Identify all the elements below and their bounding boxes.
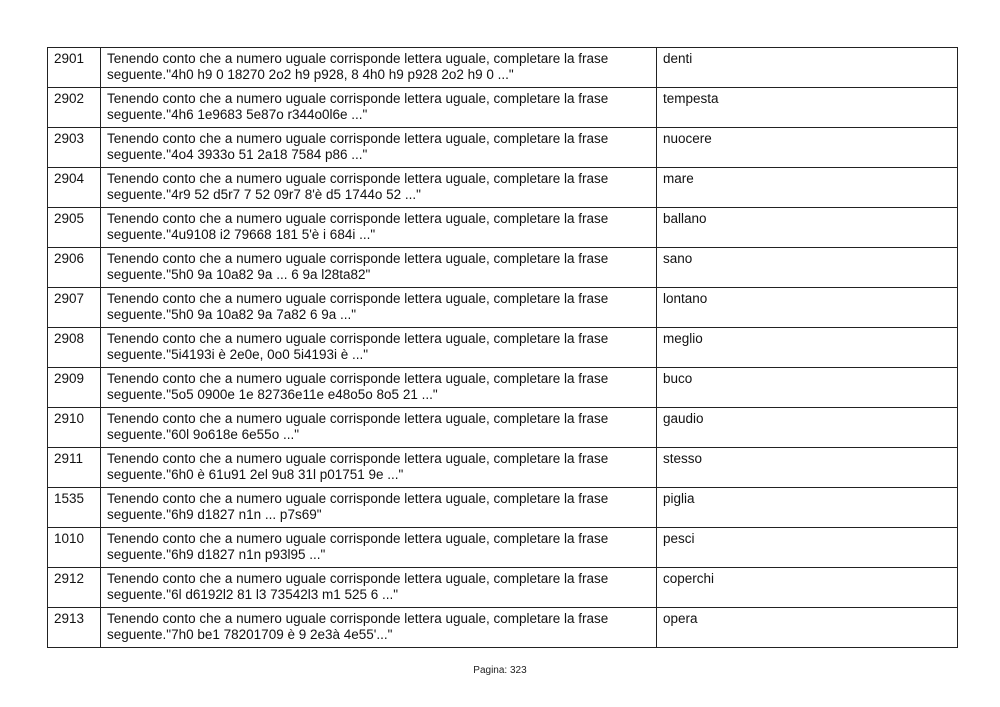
question-text	[101, 448, 657, 488]
question-text	[101, 488, 657, 528]
question-line-1: Tenendo conto che a numero uguale corrisponde lettera uguale, completare la frase	[107, 131, 609, 146]
question-line-1: Tenendo conto che a numero uguale corrisponde lettera uguale, completare la frase	[107, 211, 609, 226]
table-row	[48, 528, 958, 568]
question-text	[101, 248, 657, 288]
page-number: Pagina: 323	[473, 665, 527, 676]
question-line-1: Tenendo conto che a numero uguale corrisponde lettera uguale, completare la frase	[107, 411, 609, 426]
answer-text: denti	[657, 48, 958, 88]
question-line-2: seguente."4o4 3933o 51 2a18 7584 p86 ..."	[107, 147, 368, 162]
question-number: 2909	[48, 368, 101, 408]
question-line-1: Tenendo conto che a numero uguale corrisponde lettera uguale, completare la frase	[107, 571, 609, 586]
answer-text: sano	[657, 248, 958, 288]
question-number: 2904	[48, 168, 101, 208]
question-line-1: Tenendo conto che a numero uguale corrisponde lettera uguale, completare la frase	[107, 51, 609, 66]
question-line-2: seguente."4u9108 i2 79668 181 5'è i 684i ..."	[107, 227, 376, 242]
question-line-1: Tenendo conto che a numero uguale corrisponde lettera uguale, completare la frase	[107, 291, 609, 306]
answer-text: meglio	[657, 328, 958, 368]
question-number: 1535	[48, 488, 101, 528]
question-number: 2903	[48, 128, 101, 168]
table-row	[48, 128, 958, 168]
question-text	[101, 328, 657, 368]
question-text	[101, 168, 657, 208]
question-text	[101, 368, 657, 408]
answer-text: lontano	[657, 288, 958, 328]
answer-text: nuocere	[657, 128, 958, 168]
question-number: 2911	[48, 448, 101, 488]
question-line-1: Tenendo conto che a numero uguale corrisponde lettera uguale, completare la frase	[107, 611, 609, 626]
question-line-1: Tenendo conto che a numero uguale corrisponde lettera uguale, completare la frase	[107, 91, 609, 106]
question-line-1: Tenendo conto che a numero uguale corrisponde lettera uguale, completare la frase	[107, 331, 609, 346]
question-line-2: seguente."6h0 è 61u91 2el 9u8 31l p01751 9e ..."	[107, 467, 404, 482]
answer-text: opera	[657, 608, 958, 648]
question-line-1: Tenendo conto che a numero uguale corrisponde lettera uguale, completare la frase	[107, 451, 609, 466]
answer-text: buco	[657, 368, 958, 408]
answer-text: mare	[657, 168, 958, 208]
question-line-2: seguente."6l d6192l2 81 l3 73542l3 m1 525 6 ..."	[107, 587, 399, 602]
answer-text: stesso	[657, 448, 958, 488]
question-number: 2910	[48, 408, 101, 448]
table-row	[48, 328, 958, 368]
answer-text: piglia	[657, 488, 958, 528]
question-text	[101, 88, 657, 128]
question-text	[101, 208, 657, 248]
question-line-1: Tenendo conto che a numero uguale corrisponde lettera uguale, completare la frase	[107, 171, 609, 186]
question-line-2: seguente."60l 9o618e 6e55o ..."	[107, 427, 299, 442]
question-number: 2902	[48, 88, 101, 128]
table-row	[48, 168, 958, 208]
question-line-2: seguente."5h0 9a 10a82 9a ... 6 9a l28ta82"	[107, 267, 371, 282]
answer-text: ballano	[657, 208, 958, 248]
table-row	[48, 448, 958, 488]
table-row	[48, 248, 958, 288]
questions-table-body	[48, 48, 958, 648]
answer-text: pesci	[657, 528, 958, 568]
question-text	[101, 568, 657, 608]
question-text	[101, 528, 657, 568]
table-row	[48, 568, 958, 608]
table-row	[48, 88, 958, 128]
question-text	[101, 128, 657, 168]
question-line-1: Tenendo conto che a numero uguale corrisponde lettera uguale, completare la frase	[107, 531, 609, 546]
question-line-2: seguente."5i4193i è 2e0e, 0o0 5i4193i è ..."	[107, 347, 369, 362]
table-row	[48, 368, 958, 408]
answer-text: gaudio	[657, 408, 958, 448]
answer-text: coperchi	[657, 568, 958, 608]
question-line-2: seguente."4r9 52 d5r7 7 52 09r7 8'è d5 1744o 52 ..."	[107, 187, 421, 202]
question-number: 2908	[48, 328, 101, 368]
question-line-2: seguente."6h9 d1827 n1n p93l95 ..."	[107, 547, 326, 562]
question-number: 2912	[48, 568, 101, 608]
question-text	[101, 48, 657, 88]
question-line-2: seguente."5h0 9a 10a82 9a 7a82 6 9a ..."	[107, 307, 357, 322]
question-line-2: seguente."7h0 be1 78201709 è 9 2e3à 4e55'..."	[107, 627, 393, 642]
question-line-2: seguente."4h0 h9 0 18270 2o2 h9 p928, 8 4h0 h9 p928 2o2 h9 0 ..."	[107, 67, 514, 82]
table-row	[48, 608, 958, 648]
table-row	[48, 288, 958, 328]
question-line-1: Tenendo conto che a numero uguale corrisponde lettera uguale, completare la frase	[107, 371, 609, 386]
questions-table	[47, 47, 958, 648]
question-text	[101, 288, 657, 328]
question-line-1: Tenendo conto che a numero uguale corrisponde lettera uguale, completare la frase	[107, 491, 609, 506]
table-row	[48, 408, 958, 448]
table-row	[48, 488, 958, 528]
question-line-2: seguente."5o5 0900e 1e 82736e11e e48o5o 8o5 21 ..."	[107, 387, 438, 402]
question-number: 2901	[48, 48, 101, 88]
table-row	[48, 48, 958, 88]
question-text	[101, 608, 657, 648]
table-row	[48, 208, 958, 248]
answer-text: tempesta	[657, 88, 958, 128]
question-number: 2906	[48, 248, 101, 288]
question-number: 2905	[48, 208, 101, 248]
question-number: 2913	[48, 608, 101, 648]
question-line-2: seguente."4h6 1e9683 5e87o r344o0l6e ..."	[107, 107, 368, 122]
question-line-1: Tenendo conto che a numero uguale corrisponde lettera uguale, completare la frase	[107, 251, 609, 266]
question-line-2: seguente."6h9 d1827 n1n ... p7s69"	[107, 507, 322, 522]
question-number: 2907	[48, 288, 101, 328]
question-number: 1010	[48, 528, 101, 568]
question-text	[101, 408, 657, 448]
